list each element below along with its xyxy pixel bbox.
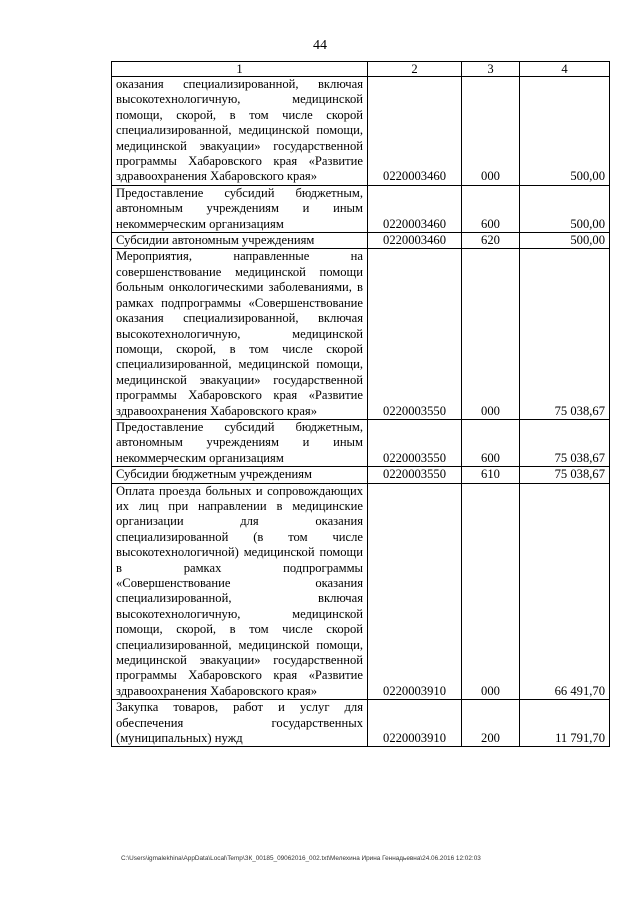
column-header: 2: [368, 62, 462, 77]
row-description: Субсидии автономным учреждениям: [112, 233, 368, 249]
row-description: Мероприятия, направленные на совершенствование медицинской помощи больным онкологическими заболеваниями, в рамках подпрограммы «Совершенствование оказания специализированной, включая высокотехнологичную, медицинской помощи, скорой, в том числе скорой специализированной, медицинской помощи, медицинской эвакуации» государственной программы Хабаровского края «Развитие здравоохранения Хабаровского края»: [112, 249, 368, 419]
column-header: 4: [520, 62, 610, 77]
row-expense-type: 600: [462, 419, 520, 466]
row-expense-type: 000: [462, 249, 520, 419]
row-target-code: 0220003550: [368, 419, 462, 466]
row-expense-type: 600: [462, 185, 520, 232]
row-target-code: 0220003460: [368, 77, 462, 186]
table-row: [112, 185, 610, 232]
row-description: Закупка товаров, работ и услуг для обеспечения государственных (муниципальных) нужд: [112, 700, 368, 747]
row-description: Предоставление субсидий бюджетным, автономным учреждениям и иным некоммерческим организациям: [112, 185, 368, 232]
table-row: [112, 483, 610, 700]
row-amount: 66 491,70: [520, 483, 610, 700]
row-target-code: 0220003550: [368, 467, 462, 483]
row-description: Оплата проезда больных и сопровождающих их лиц при направлении в медицинские организации для оказания специализированной (в том числе высокотехнологичной) медицинской помощи в рамках подпрограммы «Совершенствование оказания специализированной, включая высокотехнологичную, медицинской помощи, скорой, в том числе скорой специализированной, медицинской помощи, медицинской эвакуации» государственной программы Хабаровского края «Развитие здравоохранения Хабаровского края»: [112, 483, 368, 700]
row-expense-type: 620: [462, 233, 520, 249]
row-description: Субсидии бюджетным учреждениям: [112, 467, 368, 483]
row-amount: 500,00: [520, 77, 610, 186]
row-target-code: 0220003460: [368, 233, 462, 249]
table-row: [112, 77, 610, 186]
row-amount: 75 038,67: [520, 419, 610, 466]
row-expense-type: 200: [462, 700, 520, 747]
row-description: оказания специализированной, включая высокотехнологичную, медицинской помощи, скорой, в том числе скорой специализированной, медицинской помощи, медицинской эвакуации» государственной программы Хабаровского края «Развитие здравоохранения Хабаровского края»: [112, 77, 368, 186]
table-row: [112, 467, 610, 483]
row-expense-type: 000: [462, 483, 520, 700]
table-row: [112, 233, 610, 249]
row-expense-type: 610: [462, 467, 520, 483]
budget-table: [111, 61, 610, 747]
row-target-code: 0220003550: [368, 249, 462, 419]
column-header: 3: [462, 62, 520, 77]
row-amount: 500,00: [520, 233, 610, 249]
table-row: [112, 249, 610, 419]
row-amount: 75 038,67: [520, 467, 610, 483]
row-amount: 75 038,67: [520, 249, 610, 419]
row-description: Предоставление субсидий бюджетным, автономным учреждениям и иным некоммерческим организациям: [112, 419, 368, 466]
column-header: 1: [112, 62, 368, 77]
row-expense-type: 000: [462, 77, 520, 186]
file-path-footer: C:\Users\igmalekhina\AppData\Local\Temp\ЗК_00185_09062016_002.txt\Мелехина Ирина Геннадьевна\24.06.2016 12:02:03: [121, 855, 481, 862]
page-number: 44: [313, 38, 327, 53]
row-target-code: 0220003910: [368, 483, 462, 700]
table-header-row: [112, 62, 610, 77]
row-amount: 11 791,70: [520, 700, 610, 747]
row-target-code: 0220003910: [368, 700, 462, 747]
table-row: [112, 419, 610, 466]
row-target-code: 0220003460: [368, 185, 462, 232]
table-row: [112, 700, 610, 747]
row-amount: 500,00: [520, 185, 610, 232]
